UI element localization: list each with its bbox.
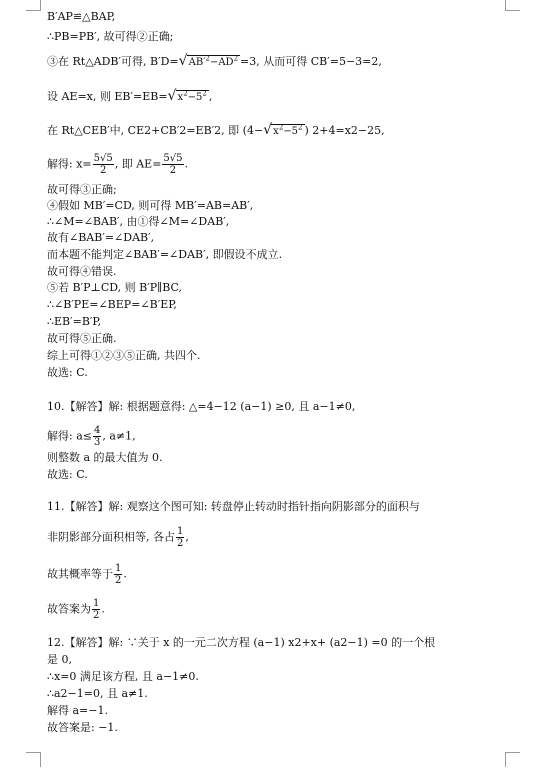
text-line: ③在 Rt△ADB′可得, B′D= √ $AB'^2-AD^2 =3$, 从而可得 CB′=5−3=2, [47,53,382,69]
text-line: ∴EB′=B′P, [47,315,102,328]
text-line: ∴∠B′PE=∠BEP=∠B′EP, [47,298,177,311]
fraction: $\frac{5√5}{2}$ [163,153,183,176]
text-line: 故选: C. [47,468,88,481]
fraction: $\frac{1}{2}$ [93,598,100,621]
text-line: 解得: x= $\frac{5√5}{2}$ , 即 AE= $\frac{5√5}{2}$ . [47,153,189,176]
text-line: 10.【解答】解: 根据题意得: △=4−12 (a−1) ≥0, 且 a−1≠0, [47,400,356,413]
text-line: 是 0, [47,653,72,666]
text-line: ∴∠M=∠BAB′, 由①得∠M=∠DAB′, [47,215,230,228]
square-root: √ $AB'^2-AD^2$ [178,53,239,69]
text-line: 综上可得①②③⑤正确, 共四个. [47,349,201,362]
text-line: 故选: C. [47,366,88,379]
square-root: √ $x^2-5^2$ [167,88,207,104]
crop-mark-bottom-right [505,752,520,767]
fraction: $\frac{5√5}{2}$ [93,153,113,176]
fraction: $\frac{4}{3}$ [93,425,101,448]
text-line: ∴a2−1=0, 且 a≠1. [47,687,148,700]
text-line: 故可得③正确; [47,183,117,196]
text-line: 故有∠BAB′=∠DAB′, [47,231,155,244]
text-line: ∴x=0 满足该方程, 且 a−1≠0. [47,670,199,683]
text-line: 故可得④错误. [47,265,117,278]
text-line: 故可得⑤正确. [47,332,117,345]
crop-mark-top-right [505,0,520,11]
text-line: 设 AE=x, 则 EB′=EB= √ $x^2-5^2$ , [47,88,213,104]
text-line: 则整数 a 的最大值为 0. [47,451,163,464]
crop-mark-top-left [26,0,41,11]
text-line: B′AP≌△BAP, [47,10,116,23]
fraction: $\frac{1}{2}$ [115,563,122,586]
text-line: ∴PB=PB′, 故可得②正确; [47,30,174,43]
text-line: 在 Rt△CEB′中, CE2+CB′2=EB′2, 即 (4− √ $x^2-5^2$ ) 2+4=x2−25, [47,122,385,138]
text-line: 故答案是: −1. [47,721,118,734]
text-line: 非阴影部分面积相等, 各占 $\frac{1}{2}$ , [47,526,189,549]
text-line: 故其概率等于 $\frac{1}{2}$ . [47,563,127,586]
text-line: ⑤若 B′P⊥CD, 则 B′P∥BC, [47,281,183,294]
text-line: 解得 a=−1. [47,704,108,717]
text-line: 11.【解答】解: 观察这个图可知: 转盘停止转动时指针指向阴影部分的面积与 [47,500,420,513]
text-line: 12.【解答】解: ∵关于 x 的一元二次方程 (a−1) x2+x+ (a2−1) =0 的一个根 [47,636,436,649]
fraction: $\frac{1}{2}$ [177,526,184,549]
crop-mark-bottom-left [26,752,41,767]
text-line: 故答案为 $\frac{1}{2}$ . [47,598,105,621]
text-line: 而本题不能判定∠BAB′=∠DAB′, 即假设不成立. [47,248,283,261]
text-line: 解得: a≤ $\frac{4}{3}$ , a≠1, [47,425,136,448]
text-line: ④假如 MB′=CD, 则可得 MB′=AB=AB′, [47,199,254,212]
square-root: √ $x^2-5^2$ [263,122,303,138]
